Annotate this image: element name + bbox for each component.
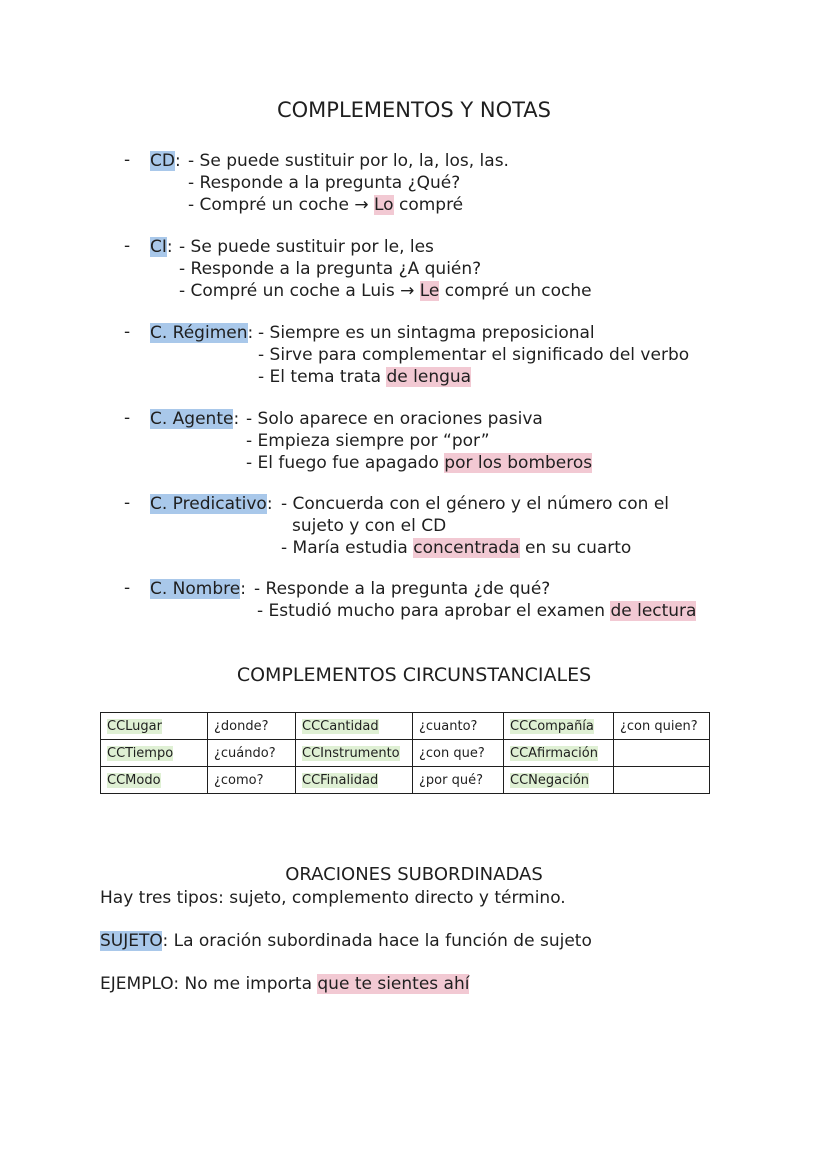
note-line: sujeto y con el CD <box>292 516 447 536</box>
example-highlight: por los bomberos <box>444 453 593 473</box>
list-dash: - <box>124 578 131 598</box>
cc-type: CCCompañía <box>510 718 594 734</box>
cc-type: CCInstrumento <box>302 745 400 761</box>
table-cell: ¿por qué? <box>413 767 504 794</box>
example-text: EJEMPLO: No me importa <box>100 974 318 994</box>
note-line: - Se puede sustituir por le, les <box>179 237 434 257</box>
table-row <box>101 740 710 767</box>
list-dash: - <box>124 236 131 256</box>
table-cell <box>101 713 208 740</box>
label-highlight: C. Predicativo <box>150 494 267 514</box>
example-text: - El fuego fue apagado <box>246 453 445 473</box>
nombre-label <box>150 578 246 600</box>
example-text: - Estudió mucho para aprobar el examen <box>257 601 611 621</box>
note-line: - Empieza siempre por “por” <box>246 431 490 451</box>
note-line: - Siempre es un sintagma preposicional <box>258 323 595 343</box>
table-cell <box>504 767 614 794</box>
table-cell: ¿con quien? <box>614 713 710 740</box>
cc-type: CCNegación <box>510 772 590 788</box>
regimen-label <box>150 322 253 344</box>
list-dash: - <box>124 408 131 428</box>
example-highlight: de lectura <box>610 601 697 621</box>
example-text: - Compré un coche → <box>188 195 374 215</box>
table-cell: ¿cuanto? <box>413 713 504 740</box>
example-highlight: que te sientes ahí <box>317 974 470 994</box>
example-line <box>179 280 592 302</box>
example-text: - María estudia <box>281 538 414 558</box>
table-row <box>101 713 710 740</box>
example-text: en su cuarto <box>519 538 632 558</box>
subord-section-title: ORACIONES SUBORDINADAS <box>285 864 543 885</box>
sujeto-text: : La oración subordinada hace la función de sujeto <box>162 931 592 951</box>
table-cell <box>614 767 710 794</box>
cc-type: CCAfirmación <box>510 745 598 761</box>
cc-type: CCModo <box>107 772 161 788</box>
cc-section-title: COMPLEMENTOS CIRCUNSTANCIALES <box>236 664 592 686</box>
note-line: - Se puede sustituir por lo, la, los, las. <box>188 151 509 171</box>
note-line: - Concuerda con el género y el número con el <box>281 494 670 514</box>
label-highlight: SUJETO <box>100 931 163 951</box>
table-cell <box>614 740 710 767</box>
label-highlight: CI <box>150 237 167 257</box>
table-cell: ¿donde? <box>208 713 296 740</box>
cc-type: CCLugar <box>107 718 162 734</box>
page-title: COMPLEMENTOS Y NOTAS <box>276 98 552 122</box>
example-line <box>188 194 463 216</box>
list-dash: - <box>124 150 131 170</box>
example-text: - Compré un coche a Luis → <box>179 281 420 301</box>
label-highlight: C. Agente <box>150 409 234 429</box>
cc-type: CCTiempo <box>107 745 174 761</box>
example-highlight: de lengua <box>386 367 472 387</box>
example-text: compré un coche <box>439 281 592 301</box>
ejemplo-line <box>100 973 469 995</box>
sujeto-line <box>100 930 592 952</box>
table-cell: ¿cuándo? <box>208 740 296 767</box>
label-colon: : <box>266 494 273 514</box>
label-highlight: C. Régimen <box>150 323 248 343</box>
table-cell <box>101 740 208 767</box>
example-highlight: Lo <box>373 195 394 215</box>
subord-intro: Hay tres tipos: sujeto, complemento directo y término. <box>100 888 566 908</box>
table-cell: ¿como? <box>208 767 296 794</box>
cc-type: CCCantidad <box>302 718 379 734</box>
label-colon: : <box>247 323 254 343</box>
example-text: compré <box>393 195 464 215</box>
label-colon: : <box>233 409 240 429</box>
predicativo-label <box>150 493 273 515</box>
example-highlight: concentrada <box>413 538 520 558</box>
table-cell <box>296 713 413 740</box>
note-line: - Responde a la pregunta ¿Qué? <box>188 173 461 193</box>
table-cell <box>296 767 413 794</box>
example-line <box>246 452 592 474</box>
label-highlight: CD <box>150 151 175 171</box>
note-line: - Responde a la pregunta ¿A quién? <box>179 259 482 279</box>
example-line <box>281 537 631 559</box>
ci-label <box>150 236 173 258</box>
table-cell: ¿con que? <box>413 740 504 767</box>
table-cell <box>504 740 614 767</box>
table-cell <box>504 713 614 740</box>
table-row <box>101 767 710 794</box>
list-dash: - <box>124 493 131 513</box>
table-cell <box>296 740 413 767</box>
example-text: - El tema trata <box>258 367 387 387</box>
example-line <box>258 366 471 388</box>
cc-type: CCFinalidad <box>302 772 379 788</box>
example-highlight: Le <box>419 281 440 301</box>
note-line: - Solo aparece en oraciones pasiva <box>246 409 543 429</box>
note-line: - Responde a la pregunta ¿de qué? <box>254 579 551 599</box>
list-dash: - <box>124 322 131 342</box>
label-colon: : <box>166 237 173 257</box>
example-line <box>257 600 696 622</box>
label-colon: : <box>174 151 181 171</box>
cd-label <box>150 150 181 172</box>
note-line: - Sirve para complementar el significado del verbo <box>258 345 690 365</box>
label-colon: : <box>240 579 246 599</box>
table-cell <box>101 767 208 794</box>
label-highlight: C. Nombre <box>150 579 241 599</box>
cc-table <box>100 712 710 794</box>
agente-label <box>150 408 239 430</box>
